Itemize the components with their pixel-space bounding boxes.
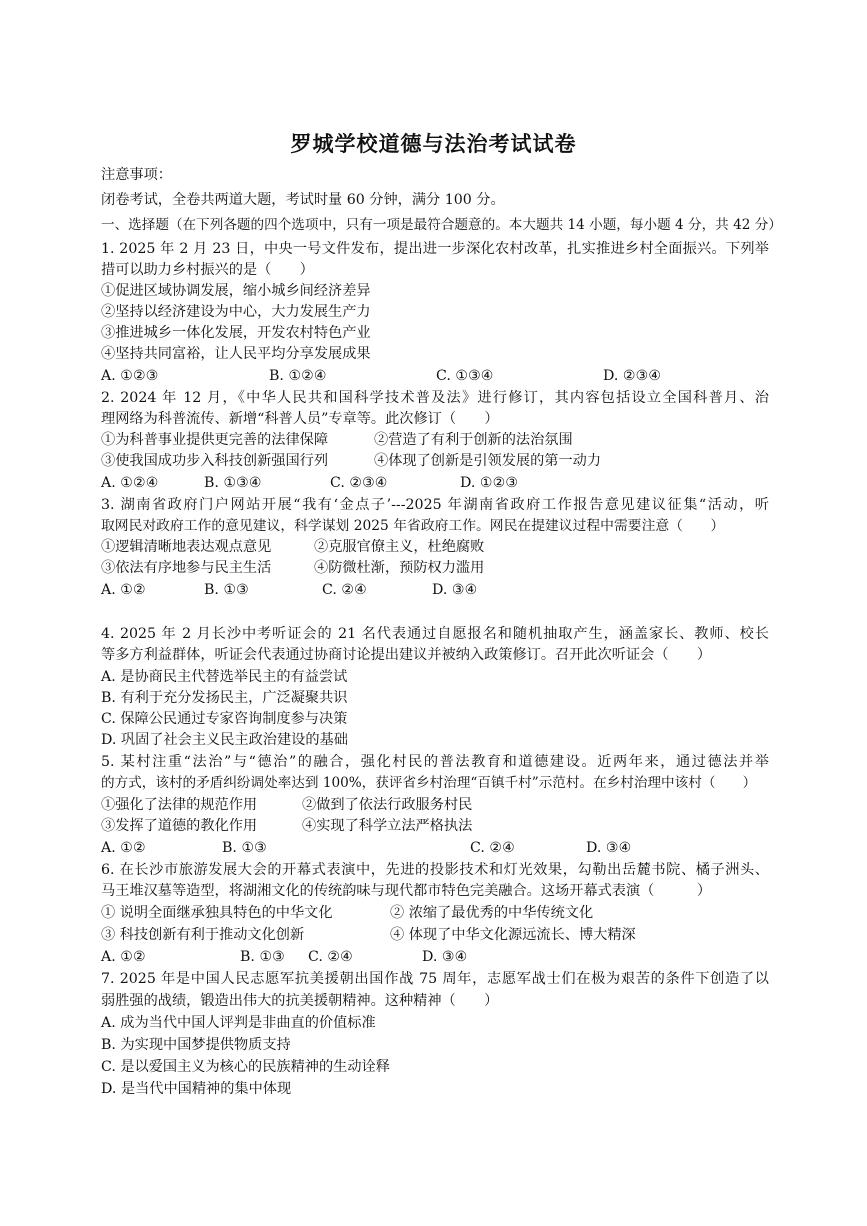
q3-item-1: ①逻辑清晰地表达观点意见 <box>101 539 272 555</box>
q6-stem-line2: 马王堆汉墓等造型，将湖湘文化的传统韵味与现代都市特色完美融合。这场开幕式表演（ ） <box>101 883 712 899</box>
q1-item-3: ③推进城乡一体化发展，开发农村特色产业 <box>101 325 371 341</box>
q3-item-4: ④防微杜渐，预防权力滥用 <box>314 560 485 576</box>
q7-stem-line2: 弱胜强的战绩，锻造出伟大的抗美援朝精神。这种精神（ ） <box>101 993 499 1009</box>
q2-option-c[interactable]: C. ②③④ <box>330 475 388 491</box>
q7-option-a[interactable]: A. 成为当代中国人评判是非曲直的价值标准 <box>101 1015 376 1031</box>
q1-option-a[interactable]: A. ①②③ <box>101 368 159 384</box>
q3-stem-line1: 3. 湖南省政府门户网站开展“我有‘金点子’---2025 年湖南省政府工作报告意见建议征集“活动，听 <box>101 497 769 513</box>
q2-option-b[interactable]: B. ①③④ <box>204 475 262 491</box>
q5-option-b[interactable]: B. ①③ <box>222 840 267 856</box>
q4-option-b[interactable]: B. 有利于充分发扬民主，广泛凝聚共识 <box>101 690 348 706</box>
notice-heading: 注意事项： <box>101 167 172 183</box>
exam-title: 罗城学校道德与法治考试试卷 <box>290 131 577 156</box>
q3-option-c[interactable]: C. ②④ <box>322 582 367 598</box>
q1-option-c[interactable]: C. ①③④ <box>436 368 494 384</box>
q4-option-d[interactable]: D. 巩固了社会主义民主政治建设的基础 <box>101 732 348 748</box>
q1-option-b[interactable]: B. ①②④ <box>269 368 327 384</box>
q4-option-a[interactable]: A. 是协商民主代替选举民主的有益尝试 <box>101 669 348 685</box>
q5-option-d[interactable]: D. ③④ <box>586 840 632 856</box>
q5-item-4: ④实现了科学立法严格执法 <box>302 818 473 834</box>
notice-line: 闭卷考试，全卷共两道大题，考试时量 60 分钟，满分 100 分。 <box>101 192 505 208</box>
q2-stem-line1: 2. 2024 年 12 月，《中华人民共和国科学技术普及法》进行修订，其内容包括设立全国科普月、治 <box>101 390 769 406</box>
q4-option-c[interactable]: C. 保障公民通过专家咨询制度参与决策 <box>101 711 348 727</box>
q3-stem-line2: 取网民对政府工作的意见建议，科学谋划 2025 年省政府工作。网民在提建议过程中需要注意（ ） <box>101 518 725 534</box>
q2-item-1: ①为科普事业提供更完善的法律保障 <box>101 432 329 448</box>
section-1-heading: 一、选择题（在下列各题的四个选项中，只有一项是最符合题意的。本大题共 14 小题，每小题 4 分，共 42 分） <box>101 217 782 233</box>
q5-item-2: ②做到了依法行政服务村民 <box>302 797 473 813</box>
q6-item-3: ③ 科技创新有利于推动文化创新 <box>101 927 305 943</box>
q1-stem-line1: 1. 2025 年 2 月 23 日，中央一号文件发布，提出进一步深化农村改革，扎实推进乡村全面振兴。下列举 <box>101 241 769 257</box>
q3-option-d[interactable]: D. ③④ <box>432 582 478 598</box>
q3-option-b[interactable]: B. ①③ <box>204 582 249 598</box>
q6-item-4: ④ 体现了中华文化源远流长、博大精深 <box>390 927 636 943</box>
q1-stem-line2: 措可以助力乡村振兴的是（ ） <box>101 262 314 278</box>
q2-option-a[interactable]: A. ①②④ <box>101 475 159 491</box>
q5-item-1: ①强化了法律的规范作用 <box>101 797 258 813</box>
q7-option-d[interactable]: D. 是当代中国精神的集中体现 <box>101 1081 292 1097</box>
q3-item-3: ③依法有序地参与民主生活 <box>101 560 272 576</box>
q6-option-a[interactable]: A. ①② <box>101 949 146 965</box>
q2-item-3: ③使我国成功步入科技创新强国行列 <box>101 453 329 469</box>
q2-option-d[interactable]: D. ①②③ <box>460 475 519 491</box>
q6-option-b[interactable]: B. ①③ <box>240 949 285 965</box>
q5-stem-line2: 的方式，该村的矛盾纠纷调处率达到 100%，获评省乡村治理“百镇千村”示范村。在乡村治理中该村（ ） <box>101 775 757 791</box>
q6-item-1: ① 说明全面继承独具特色的中华文化 <box>101 905 333 921</box>
q4-stem-line2: 等多方利益群体，听证会代表通过协商讨论提出建议并被纳入政策修订。召开此次听证会（ ） <box>101 647 712 663</box>
q7-option-b[interactable]: B. 为实现中国梦提供物质支持 <box>101 1037 291 1053</box>
q1-option-d[interactable]: D. ②③④ <box>603 368 662 384</box>
q3-option-a[interactable]: A. ①② <box>101 582 146 598</box>
q7-stem-line1: 7. 2025 年是中国人民志愿军抗美援朝出国作战 75 周年，志愿军战士们在极为艰苦的条件下创造了以 <box>101 971 769 987</box>
q7-option-c[interactable]: C. 是以爱国主义为核心的民族精神的生动诠释 <box>101 1059 390 1075</box>
q1-item-4: ④坚持共同富裕，让人民平均分享发展成果 <box>101 346 371 362</box>
q5-option-c[interactable]: C. ②④ <box>470 840 515 856</box>
q6-option-d[interactable]: D. ③④ <box>422 949 468 965</box>
q6-stem-line1: 6. 在长沙市旅游发展大会的开幕式表演中，先进的投影技术和灯光效果，勾勒出岳麓书院、橘子洲头、 <box>101 862 769 878</box>
q2-item-4: ④体现了创新是引领发展的第一动力 <box>374 453 602 469</box>
q1-item-1: ①促进区域协调发展，缩小城乡间经济差异 <box>101 283 371 299</box>
q5-stem-line1: 5. 某村注重“法治”与“德治”的融合，强化村民的普法教育和道德建设。近两年来，通过德法并举 <box>101 754 769 770</box>
q2-stem-line2: 理网络为科普流传、新增“科普人员”专章等。此次修订（ ） <box>101 411 499 427</box>
q6-option-c[interactable]: C. ②④ <box>308 949 353 965</box>
q6-item-2: ② 浓缩了最优秀的中华传统文化 <box>390 905 594 921</box>
q4-stem-line1: 4. 2025 年 2 月长沙中考听证会的 21 名代表通过自愿报名和随机抽取产生，涵盖家长、教师、校长 <box>101 626 769 642</box>
q1-item-2: ②坚持以经济建设为中心，大力发展生产力 <box>101 304 371 320</box>
q5-item-3: ③发挥了道德的教化作用 <box>101 818 258 834</box>
q3-item-2: ②克服官僚主义，杜绝腐败 <box>314 539 485 555</box>
q2-item-2: ②营造了有利于创新的法治氛围 <box>374 432 573 448</box>
q5-option-a[interactable]: A. ①② <box>101 840 146 856</box>
